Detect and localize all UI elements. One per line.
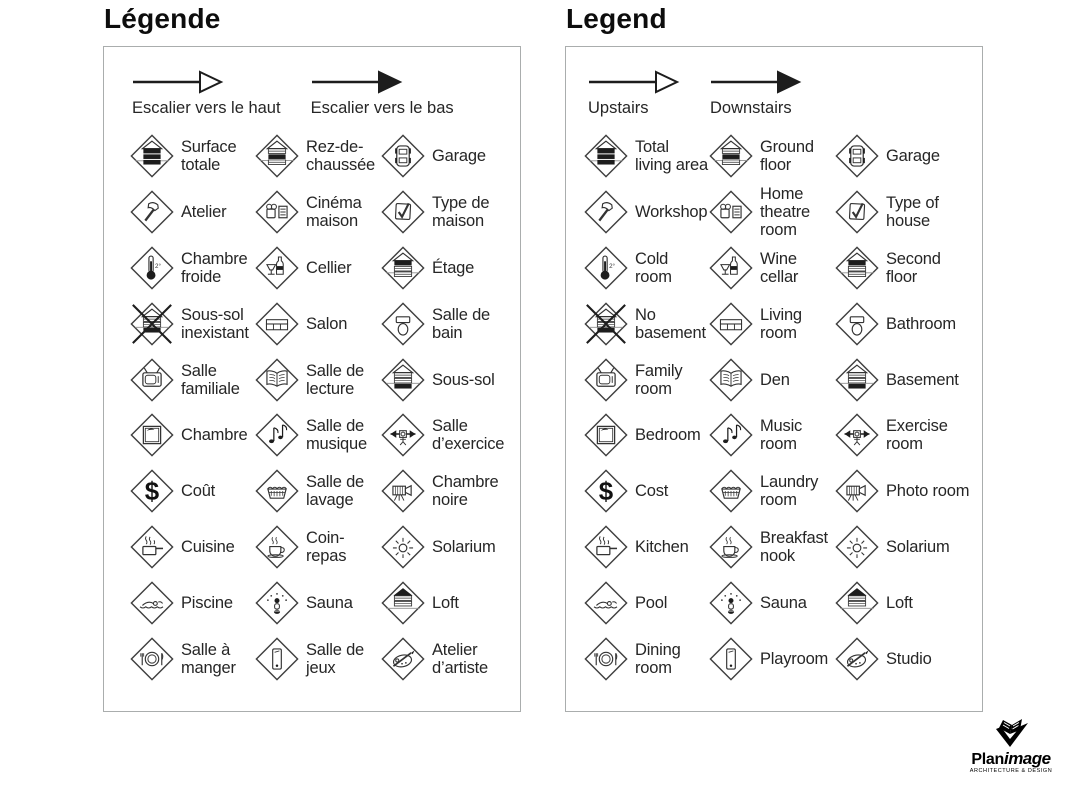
legend-item-label: Garage — [886, 146, 940, 165]
living-room-icon — [254, 301, 300, 347]
legend-item-label: Type de maison — [432, 193, 490, 230]
type-of-house-icon — [834, 189, 880, 235]
solarium-icon — [834, 524, 880, 570]
stairs-down-legend — [710, 68, 802, 123]
legend-item-label: Second floor — [886, 249, 941, 286]
svg-text:2°: 2° — [155, 262, 162, 270]
legend-item-label: Piscine — [181, 594, 233, 613]
legend-item — [583, 407, 708, 463]
legend-item-label: Salle familiale — [181, 361, 240, 398]
arrow-label: Escalier vers le bas — [310, 99, 454, 117]
pool-icon — [129, 580, 175, 626]
panel-box-french — [103, 46, 521, 712]
legend-item — [834, 631, 978, 687]
legend-item — [129, 184, 254, 240]
legend-item — [129, 575, 254, 631]
legend-item-label: Salle de jeux — [306, 640, 365, 677]
stairs-up-legend — [132, 68, 281, 123]
garage-icon — [834, 133, 880, 179]
page-title-english: Legend — [566, 3, 667, 34]
legend-item-label: Coût — [181, 482, 216, 501]
photo-room-icon — [380, 468, 426, 514]
legend-item — [708, 407, 834, 463]
legend-item — [380, 240, 516, 296]
legend-item-label: Cold room — [635, 249, 672, 286]
stairs-up-legend — [588, 68, 680, 123]
legend-item-label: Coin-repas — [306, 529, 347, 566]
legend-item — [380, 631, 516, 687]
legend-item — [129, 407, 254, 463]
legend-item-label: Loft — [886, 594, 913, 613]
loft-icon — [834, 580, 880, 626]
legend-item — [254, 519, 380, 575]
cost-icon — [129, 468, 175, 514]
legend-item — [380, 407, 516, 463]
home-theatre-icon — [708, 189, 754, 235]
legend-item — [254, 352, 380, 408]
legend-item-label: Type of house — [886, 193, 939, 230]
exercise-room-icon — [834, 412, 880, 458]
legend-item — [254, 407, 380, 463]
legend-item — [834, 519, 978, 575]
brand-italic-text: image — [1003, 749, 1051, 768]
legend-item-label: Solarium — [886, 538, 950, 557]
workshop-icon — [583, 189, 629, 235]
bedroom-icon — [129, 412, 175, 458]
legend-item-label: Cinéma maison — [306, 193, 362, 230]
home-theatre-icon — [254, 189, 300, 235]
dining-room-icon — [583, 636, 629, 682]
garage-icon — [380, 133, 426, 179]
planimage-mark-icon — [990, 717, 1032, 751]
solarium-icon — [380, 524, 426, 570]
den-icon — [708, 357, 754, 403]
basement-icon — [380, 357, 426, 403]
legend-item-label: Atelier d’artiste — [432, 640, 488, 677]
legend-item — [583, 575, 708, 631]
arrow-label: Downstairs — [710, 99, 792, 117]
legend-item-label: Sauna — [760, 594, 807, 613]
legend-item-label: Photo room — [886, 482, 970, 501]
living-room-icon — [708, 301, 754, 347]
legend-item — [708, 575, 834, 631]
legend-item — [254, 240, 380, 296]
no-basement-icon — [583, 301, 629, 347]
legend-item-label: Sauna — [306, 594, 353, 613]
legend-item-label: Exercise room — [886, 417, 948, 454]
legend-item-label: Dining room — [635, 640, 681, 677]
playroom-icon — [708, 636, 754, 682]
legend-item-label: Playroom — [760, 649, 829, 668]
legend-item — [380, 519, 516, 575]
basement-icon — [834, 357, 880, 403]
family-room-icon — [129, 357, 175, 403]
legend-item — [708, 631, 834, 687]
stairs-down-legend — [311, 68, 454, 123]
legend-item-label: Bathroom — [886, 314, 956, 333]
legend-item-label: Salle à manger — [181, 640, 236, 677]
stairs-arrows — [566, 47, 982, 123]
loft-icon — [380, 580, 426, 626]
arrow-label: Upstairs — [588, 99, 649, 117]
legend-item-label: Salle de musique — [306, 417, 367, 454]
studio-icon — [380, 636, 426, 682]
wine-cellar-icon — [708, 245, 754, 291]
legend-item-label: Étage — [432, 258, 475, 277]
legend-item-label: Cost — [635, 482, 669, 501]
legend-item-label: Loft — [432, 594, 459, 613]
music-room-icon — [708, 412, 754, 458]
exercise-room-icon — [380, 412, 426, 458]
studio-icon — [834, 636, 880, 682]
ground-floor-icon — [254, 133, 300, 179]
den-icon — [254, 357, 300, 403]
panel-box-english — [565, 46, 983, 712]
family-room-icon — [583, 357, 629, 403]
total-living-area-icon — [583, 133, 629, 179]
cost-icon — [583, 468, 629, 514]
photo-room-icon — [834, 468, 880, 514]
legend-item-label: Family room — [635, 361, 683, 398]
second-floor-icon — [380, 245, 426, 291]
legend-item — [129, 352, 254, 408]
legend-item — [129, 296, 254, 352]
legend-item-label: Rez-de-chaussée — [306, 137, 376, 174]
legend-item — [583, 240, 708, 296]
legend-item-label: Basement — [886, 370, 959, 389]
no-basement-icon — [129, 301, 175, 347]
up-arrow-icon — [588, 68, 680, 96]
sauna-icon — [708, 580, 754, 626]
legend-item — [254, 184, 380, 240]
icon-grid-english — [566, 123, 982, 687]
legend-item — [708, 296, 834, 352]
legend-item — [834, 463, 978, 519]
legend-item — [583, 352, 708, 408]
legend-item-label: Garage — [432, 146, 486, 165]
legend-item — [834, 184, 978, 240]
legend-item — [254, 463, 380, 519]
legend-item-label: Atelier — [181, 202, 227, 221]
cold-room-icon — [129, 245, 175, 291]
legend-item — [834, 407, 978, 463]
legend-item — [380, 352, 516, 408]
legend-item-label: Music room — [760, 417, 803, 454]
dining-room-icon — [129, 636, 175, 682]
legend-item — [834, 128, 978, 184]
legend-item-label: Salle de lecture — [306, 361, 365, 398]
legend-item — [583, 128, 708, 184]
sauna-icon — [254, 580, 300, 626]
legend-item — [708, 240, 834, 296]
legend-item-label: Cellier — [306, 258, 352, 277]
legend-item — [834, 575, 978, 631]
legend-item-label: Laundry room — [760, 473, 819, 510]
playroom-icon — [254, 636, 300, 682]
legend-item-label: Kitchen — [635, 538, 689, 557]
legend-item — [583, 463, 708, 519]
legend-item — [380, 296, 516, 352]
stairs-arrows — [104, 47, 520, 123]
down-arrow-icon — [311, 68, 403, 96]
kitchen-icon — [129, 524, 175, 570]
second-floor-icon — [834, 245, 880, 291]
legend-item — [380, 463, 516, 519]
legend-item-label: No basement — [635, 305, 706, 342]
legend-item — [254, 631, 380, 687]
up-arrow-icon — [132, 68, 224, 96]
legend-item — [583, 184, 708, 240]
legend-item-label: Pool — [635, 594, 668, 613]
pool-icon — [583, 580, 629, 626]
legend-item-label: Studio — [886, 649, 932, 668]
legend-item-label: Bedroom — [635, 426, 701, 445]
legend-item — [708, 128, 834, 184]
legend-item-label: Salle de bain — [432, 305, 491, 342]
legend-item — [380, 128, 516, 184]
legend-item — [834, 240, 978, 296]
legend-item — [254, 128, 380, 184]
legend-item — [834, 296, 978, 352]
legend-item-label: Chambre froide — [181, 249, 248, 286]
bedroom-icon — [583, 412, 629, 458]
arrow-label: Escalier vers le haut — [132, 99, 281, 117]
legend-item — [583, 519, 708, 575]
legend-item-label: Solarium — [432, 538, 496, 557]
breakfast-nook-icon — [708, 524, 754, 570]
legend-item — [708, 519, 834, 575]
brand-tagline: ARCHITECTURE & DESIGN — [969, 768, 1053, 774]
kitchen-icon — [583, 524, 629, 570]
svg-text:$: $ — [144, 478, 160, 507]
laundry-room-icon — [254, 468, 300, 514]
type-of-house-icon — [380, 189, 426, 235]
bathroom-icon — [834, 301, 880, 347]
svg-text:2°: 2° — [609, 262, 616, 270]
wine-cellar-icon — [254, 245, 300, 291]
page-title-french: Légende — [104, 3, 221, 34]
legend-item-label: Wine cellar — [760, 249, 799, 286]
total-living-area-icon — [129, 133, 175, 179]
legend-item — [380, 575, 516, 631]
legend-item-label: Chambre noire — [432, 473, 499, 510]
legend-item — [254, 575, 380, 631]
down-arrow-icon — [710, 68, 802, 96]
planimage-logo — [966, 717, 1056, 774]
music-room-icon — [254, 412, 300, 458]
legend-item-label: Breakfast nook — [760, 529, 828, 566]
ground-floor-icon — [708, 133, 754, 179]
legend-item — [708, 352, 834, 408]
legend-item-label: Salle d’exercice — [432, 417, 505, 454]
legend-item — [834, 352, 978, 408]
legend-item — [129, 519, 254, 575]
legend-item — [380, 184, 516, 240]
legend-item-label: Home theatre room — [760, 184, 810, 239]
icon-grid-french — [104, 123, 520, 687]
legend-item-label: Surface totale — [181, 137, 237, 174]
legend-item-label: Living room — [760, 305, 802, 342]
legend-item — [129, 128, 254, 184]
brand-name — [966, 751, 1056, 767]
cold-room-icon — [583, 245, 629, 291]
legend-item-label: Ground floor — [760, 137, 814, 174]
legend-item — [583, 296, 708, 352]
breakfast-nook-icon — [254, 524, 300, 570]
legend-item-label: Salon — [306, 314, 348, 333]
bathroom-icon — [380, 301, 426, 347]
legend-item — [708, 184, 834, 240]
legend-item — [129, 240, 254, 296]
legend-item-label: Cuisine — [181, 538, 235, 557]
legend-item-label: Chambre — [181, 426, 248, 445]
legend-item-label: Total living area — [635, 137, 709, 174]
legend-item-label: Workshop — [635, 202, 708, 221]
legend-item-label: Sous-sol inexistant — [181, 305, 249, 342]
legend-item — [129, 631, 254, 687]
legend-item — [708, 463, 834, 519]
svg-text:$: $ — [598, 478, 614, 507]
legend-item — [583, 631, 708, 687]
workshop-icon — [129, 189, 175, 235]
legend-item-label: Den — [760, 370, 790, 389]
legend-item-label: Sous-sol — [432, 370, 495, 389]
legend-item-label: Salle de lavage — [306, 473, 365, 510]
legend-item — [129, 463, 254, 519]
brand-bold-text: Plan — [971, 751, 1004, 768]
laundry-room-icon — [708, 468, 754, 514]
legend-item — [254, 296, 380, 352]
